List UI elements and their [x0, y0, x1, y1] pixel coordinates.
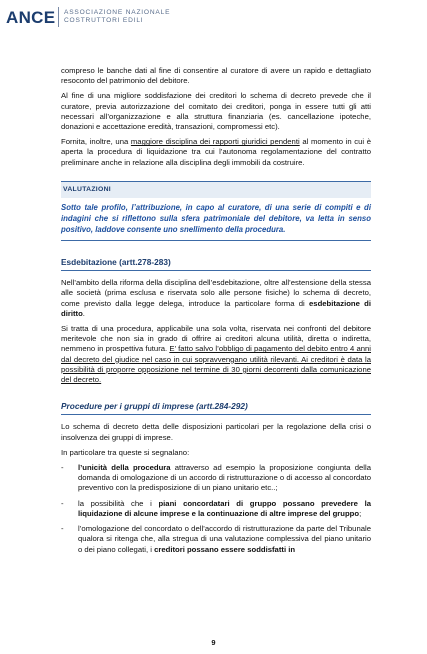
logo-divider: [58, 7, 59, 27]
intro-paragraph-1: compreso le banche dati al fine di consentire al curatore di avere un rapido e dettagliato resoconto del patrimonio del debitore.: [61, 66, 371, 86]
page-header: [0, 0, 427, 34]
list-item: [61, 463, 371, 494]
dash-bullet: -: [61, 463, 64, 473]
bold-text: piani concordatari di gruppo possano prevedere la liquidazione di alcune imprese e la continuazione di altre imprese del gruppo: [78, 498, 371, 518]
valutazioni-heading: VALUTAZIONI: [61, 182, 371, 198]
underlined-text: E’ fatto salvo l’obbligo di pagamento del debito entro 4 anni dal decreto del giudice nel caso in cui sopravvengano utilità rilevanti. Ai creditori è data la possibilità di proporre opposizione nel termine di 30 giorni decorrenti dalla comunicazione del decreto.: [61, 344, 371, 385]
text-run: Si tratta di una procedura, applicabile una sola volta, riservata nei confronti del debitore meritevole che non sia in grado di offrire ai creditori alcuna utilità, diretta o indiretta, nemmeno in prospettiva futura.: [61, 324, 371, 354]
section-gruppi-imprese: [61, 401, 371, 554]
valutazioni-box: [61, 181, 371, 241]
organization-name: [64, 9, 170, 25]
gruppi-paragraph-2: In particolare tra queste si segnalano:: [61, 447, 190, 457]
organization-line-1: ASSOCIAZIONE NAZIONALE: [64, 9, 171, 16]
text-run: al momento in cui è aperta la procedura di liquidazione tra cui l’autonoma regolamentazione del contratto preliminare anche in relazione alla disciplina degli immobili da costruire.: [61, 137, 372, 167]
dash-bullet: -: [61, 498, 64, 508]
gruppi-paragraph-1: Lo schema di decreto detta delle disposizioni particolari per la regolazione della crisi o insolvenza dei gruppi di imprese.: [61, 422, 371, 442]
text-run: Fornita, inoltre, una: [61, 137, 131, 147]
page-number: 9: [211, 638, 216, 647]
ance-logo: ANCE: [6, 8, 56, 27]
dash-bullet: -: [61, 524, 64, 534]
intro-paragraph-2: Al fine di una migliore soddisfazione dei creditori lo schema di decreto prevede che il curatore, previa autorizzazione del comitato dei creditori, ponga in essere tutti gli atti necessari all’organizzazione e alla struttura finanziaria (es. cancellazione ipoteche, donazioni e accettazione eredità, transazioni, compromessi etc).: [61, 91, 371, 132]
section-title-esdebitazione: Esdebitazione (artt.278-283): [61, 257, 371, 271]
text-run: Nell’ambito della riforma della disciplina dell’esdebitazione, oltre all’estensione della stessa alle società (prima esclusa e riservata solo alle persone fisiche) lo schema di decreto, come previsto dalla legge delega, introduce la particolare forma di: [61, 278, 371, 308]
text-run: l’omologazione del concordato o dell’accordo di ristrutturazione da parte del Tribunale qualora si ritenga che, alla stregua di una valutazione complessiva del piano unitario o dei piano collegati, i: [78, 524, 371, 554]
text-run: ;: [359, 508, 362, 518]
document-body: [61, 66, 371, 560]
valutazioni-text: Sotto tale profilo, l’attribuzione, in capo al curatore, di una serie di compiti e di indagini che si riflettono sulla sfera patrimoniale del debitore, va letta in senso positivo, laddove consente uno snellimento della procedura.: [61, 203, 371, 235]
text-run: la possibilità che i: [78, 498, 159, 508]
list-item: [61, 499, 371, 519]
text-run: .: [82, 308, 85, 318]
bold-text: l’unicità della procedura: [78, 463, 171, 473]
list-item: [61, 524, 371, 555]
section-title-gruppi: Procedure per i gruppi di imprese (artt.284-292): [61, 401, 371, 415]
underlined-text: maggiore disciplina dei rapporti giuridici pendenti: [130, 137, 300, 147]
esdebitazione-paragraph-2: [61, 324, 371, 385]
bold-text: esdebitazione di diritto: [61, 298, 371, 318]
section-esdebitazione: [61, 257, 371, 385]
esdebitazione-paragraph-1: [61, 278, 371, 319]
intro-paragraph-3: [61, 137, 371, 168]
gruppi-list: [61, 463, 371, 555]
text-run: attraverso ad esempio la proposizione congiunta della domanda di omologazione di un accordo di ristrutturazione o di accesso al concordato preventivo con la predisposizione di un piano unitario etc..;: [78, 463, 371, 493]
organization-line-2: COSTRUTTORI EDILI: [64, 17, 144, 24]
bold-text: creditori possano essere soddisfatti in: [154, 544, 296, 554]
